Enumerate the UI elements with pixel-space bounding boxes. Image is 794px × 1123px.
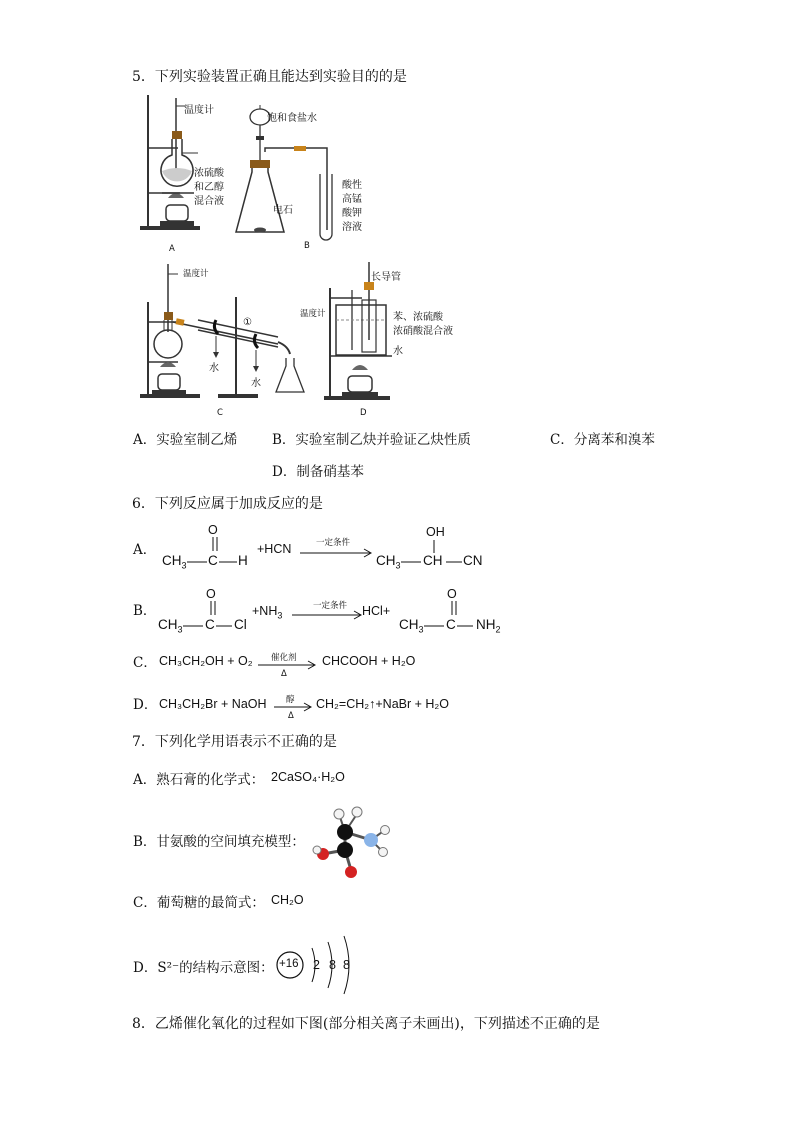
- question-5-option-a: A．实验室制乙烯: [133, 432, 238, 448]
- app-c-water-label-1: 水: [209, 363, 219, 374]
- q6-b-c: C: [205, 617, 215, 632]
- q6-b-ch3: $CH_3$: [158, 617, 183, 635]
- q6-a-product-bond-1: [401, 561, 423, 563]
- q6-b-product-ch3: $CH_3$: [399, 617, 424, 635]
- apparatus-c-drawing: [138, 262, 308, 407]
- app-b-kmno4-label-2: 高锰: [342, 194, 362, 205]
- q6-d-rhs: CH₂=CH₂↑+NaBr + H₂O: [316, 697, 449, 711]
- q7-c-text: C．葡萄糖的最简式：: [133, 895, 265, 911]
- glycine-space-filling-model: [305, 800, 395, 880]
- q6-b-cl: Cl: [234, 617, 247, 632]
- q6-a-product-bond: [432, 540, 436, 554]
- q6-b-hcl: HCl+: [362, 604, 391, 618]
- q6-b-product-double-bond: [449, 601, 459, 617]
- question-5-option-c: C．分离苯和溴苯: [550, 432, 655, 448]
- q6-b-product-bond-right: [457, 625, 475, 627]
- q6-a-arrow: [300, 549, 374, 557]
- app-d-mix-label-1: 苯、浓硫酸: [393, 312, 443, 323]
- q6-a-product-cn: CN: [463, 553, 483, 568]
- q6-b-product-c: C: [446, 617, 456, 632]
- app-a-liquid-label-1: 浓硫酸: [194, 168, 224, 179]
- q6-b-o: O: [206, 587, 216, 601]
- q6-b-condition: 一定条件: [313, 601, 348, 611]
- s2-shell-2: 8: [329, 958, 336, 972]
- q6-c-condition-top: 催化剂: [271, 653, 297, 663]
- app-b-kmno4-label-4: 溶液: [342, 222, 362, 233]
- app-d-water-label: 水: [393, 346, 403, 357]
- q6-b-product-nh2: $NH_2$: [476, 617, 501, 635]
- app-c-water-label-2: 水: [251, 378, 261, 389]
- q6-c-letter: C．: [133, 655, 157, 671]
- q7-b-text: B．甘氨酸的空间填充模型：: [133, 834, 305, 850]
- question-8-title: 8．乙烯催化氧化的过程如下图(部分相关离子未画出)，下列描述不正确的是: [132, 1016, 600, 1032]
- q6-d-condition-bottom: Δ: [288, 711, 294, 721]
- app-b-letter: B: [304, 241, 310, 251]
- q6-a-h: H: [238, 553, 248, 568]
- q6-d-condition-top: 醇: [286, 695, 295, 705]
- q6-a-product-bond-2: [446, 561, 464, 563]
- q6-d-letter: D．: [133, 697, 158, 713]
- q7-c-formula: CH₂O: [271, 893, 304, 907]
- s2-nucleus-label: +16: [279, 958, 299, 970]
- s2-shell-1: 2: [313, 958, 320, 972]
- app-b-funnel-label: 饱和食盐水: [267, 113, 317, 124]
- q6-b-bond-left: [183, 625, 205, 627]
- q6-a-oh: OH: [426, 525, 445, 539]
- q6-b-arrow: [292, 611, 364, 619]
- question-5-option-d: D．制备硝基苯: [272, 464, 364, 480]
- app-a-liquid-label-2: 和乙醇: [194, 182, 224, 193]
- q6-c-rhs: CHCOOH + H₂O: [322, 654, 416, 668]
- q6-a-product-ch3: $CH_3$: [376, 553, 401, 571]
- q6-a-c: C: [208, 553, 218, 568]
- q6-a-ch3: $CH_3$: [162, 553, 187, 571]
- q6-a-letter: A．: [133, 542, 157, 558]
- app-a-letter: A: [169, 244, 175, 254]
- q6-a-bond-right: [219, 561, 239, 563]
- q6-a-double-bond: [210, 537, 220, 553]
- q6-b-bond-right: [216, 625, 234, 627]
- q6-c-arrow: [258, 661, 318, 669]
- app-d-tube-label: 长导管: [371, 272, 401, 283]
- app-d-mix-label-2: 浓硝酸混合液: [393, 326, 453, 337]
- app-c-letter: C: [217, 408, 223, 418]
- app-b-kmno4-label-1: 酸性: [342, 180, 362, 191]
- app-d-thermometer-label: 温度计: [300, 309, 326, 319]
- question-6-title: 6．下列反应属于加成反应的是: [132, 496, 323, 512]
- q6-a-product-ch: CH: [423, 553, 443, 568]
- app-c-circle-label: ①: [243, 317, 252, 328]
- app-a-thermometer-label: 温度计: [184, 105, 214, 116]
- q6-a-reagent: +HCN: [257, 542, 292, 556]
- q6-b-double-bond: [208, 601, 218, 617]
- question-5-title: 5．下列实验装置正确且能达到实验目的的是: [132, 69, 407, 85]
- q6-a-bond-left: [187, 561, 209, 563]
- q6-d-lhs: CH₃CH₂Br + NaOH: [159, 697, 267, 711]
- q7-d-text: D．S²⁻的结构示意图：: [133, 960, 274, 976]
- question-5-option-b: B．实验室制乙炔并验证乙炔性质: [272, 432, 471, 448]
- app-b-kmno4-label-3: 酸钾: [342, 208, 362, 219]
- q7-a-text: A．熟石膏的化学式：: [133, 772, 265, 788]
- app-a-liquid-label-3: 混合液: [194, 196, 224, 207]
- s2-shell-3: 8: [343, 958, 350, 972]
- q6-d-arrow: [274, 703, 314, 711]
- q6-c-lhs: CH₃CH₂OH + O₂: [159, 654, 253, 668]
- q6-b-product-bond-left: [424, 625, 446, 627]
- q7-a-formula: 2CaSO₄·H₂O: [271, 770, 345, 784]
- q6-a-condition: 一定条件: [316, 538, 351, 548]
- q6-b-letter: B．: [133, 603, 157, 619]
- question-7-title: 7．下列化学用语表示不正确的是: [132, 734, 337, 750]
- app-b-solid-label: 电石: [273, 205, 293, 216]
- app-d-letter: D: [360, 408, 367, 418]
- q6-b-reagent: $+NH_3$: [252, 604, 283, 621]
- app-c-thermometer-label: 温度计: [183, 269, 209, 279]
- q6-b-product-o: O: [447, 587, 457, 601]
- q6-c-condition-bottom: Δ: [281, 669, 287, 679]
- q6-a-o: O: [208, 523, 218, 537]
